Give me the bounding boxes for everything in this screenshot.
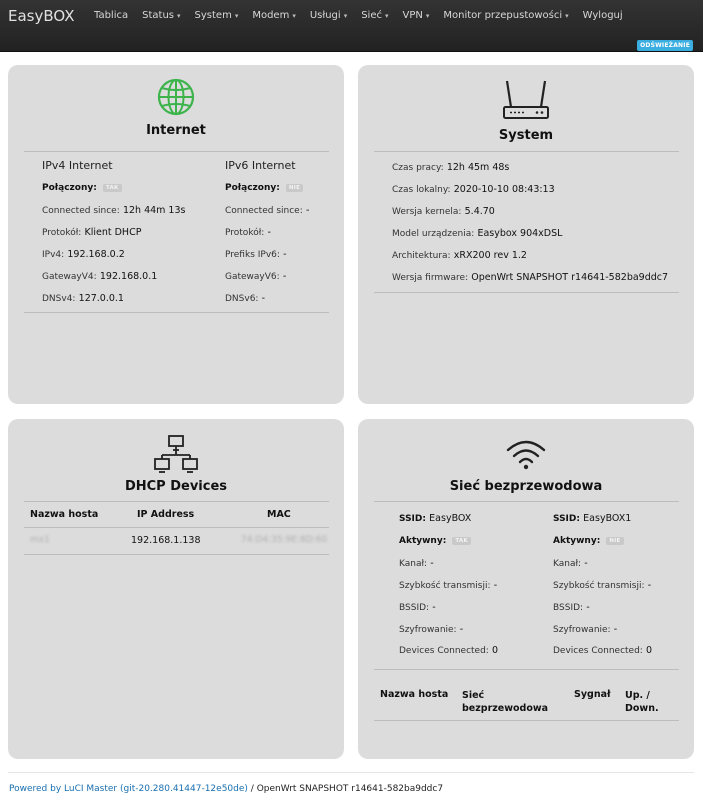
- divider: [24, 554, 329, 555]
- caret-down-icon: ▾: [292, 12, 296, 20]
- devices-row: [553, 645, 652, 656]
- wireless-panel: [358, 419, 694, 759]
- column-header-ip: IP Address: [137, 509, 195, 520]
- label: Połączony:: [42, 183, 97, 193]
- encryption-row: [399, 624, 463, 635]
- ipv6-prefix: [225, 249, 287, 260]
- label: Protokół:: [225, 228, 265, 238]
- label: BSSID:: [399, 603, 430, 613]
- model-row: [392, 228, 562, 239]
- column-header-up-down: Up. / Down.: [625, 690, 659, 714]
- value: xRX200 rev 1.2: [453, 250, 527, 261]
- ipv4-address: [42, 249, 125, 260]
- ipv4-protocol: [42, 227, 141, 238]
- ipv4-since: [42, 205, 185, 216]
- router-icon: [501, 79, 551, 126]
- value: 192.168.0.2: [67, 249, 125, 260]
- value: 127.0.0.1: [78, 293, 124, 304]
- label: Architektura:: [392, 251, 451, 261]
- brand-title[interactable]: EasyBOX: [8, 7, 75, 25]
- ipv6-protocol: [225, 227, 271, 238]
- label: Szyfrowanie:: [399, 625, 457, 635]
- refresh-toggle-button[interactable]: ODŚWIEŻANIE: [637, 40, 693, 51]
- value: -: [267, 227, 271, 238]
- value: -: [493, 580, 498, 591]
- footer: [9, 784, 443, 794]
- ipv6-dns: [225, 293, 265, 304]
- column-header-wireless-network: Sieć bezprzewodowa: [462, 690, 549, 714]
- divider: [374, 669, 679, 670]
- value: 5.4.70: [464, 206, 495, 217]
- label: GatewayV6:: [225, 272, 280, 282]
- ipv6-heading: IPv6 Internet: [225, 159, 296, 172]
- firmware-row: [392, 272, 668, 283]
- devices-row: [399, 645, 498, 656]
- label: GatewayV4:: [42, 272, 97, 282]
- value: 0: [492, 645, 499, 656]
- encryption-row: [553, 624, 617, 635]
- label: DNSv6:: [225, 294, 259, 304]
- value: -: [305, 205, 310, 216]
- label: Połączony:: [225, 183, 280, 193]
- mac-cell: 74:D4:35:9E:8D:60: [241, 535, 328, 545]
- ipv6-connected: [225, 182, 303, 193]
- ipv6-since: [225, 205, 309, 216]
- value: EasyBOX: [429, 513, 472, 524]
- bitrate-row: [399, 580, 497, 591]
- value: -: [613, 624, 618, 635]
- active-row: [399, 535, 471, 546]
- globe-icon: [156, 77, 196, 120]
- menu-label: VPN: [402, 10, 423, 21]
- ipv4-connected: [42, 182, 122, 193]
- ipv4-heading: IPv4 Internet: [42, 159, 113, 172]
- value: -: [459, 624, 464, 635]
- divider: [24, 151, 329, 152]
- ip-cell: 192.168.1.138: [131, 535, 201, 546]
- value: 12h 45m 48s: [446, 162, 510, 173]
- value: -: [432, 602, 436, 613]
- label: SSID:: [553, 514, 580, 524]
- column-header-hostname: Nazwa hosta: [380, 689, 449, 700]
- wifi-icon: [505, 437, 547, 474]
- label: Devices Connected:: [399, 646, 489, 656]
- label: Connected since:: [225, 206, 303, 216]
- status-badge: TAK: [103, 184, 122, 192]
- column-header-signal: Sygnał: [574, 689, 611, 700]
- status-badge: NIE: [606, 537, 623, 545]
- divider: [374, 292, 679, 293]
- menu-label: Usługi: [309, 10, 341, 21]
- menu-item-modem[interactable]: [252, 10, 296, 21]
- column-header-mac: MAC: [267, 509, 291, 520]
- label: Devices Connected:: [553, 646, 643, 656]
- menu-item-status[interactable]: [142, 10, 180, 21]
- value: -: [282, 271, 287, 282]
- caret-down-icon: ▾: [234, 12, 239, 20]
- menu-label: Wyloguj: [582, 10, 623, 21]
- divider: [24, 527, 329, 528]
- value: -: [586, 602, 590, 613]
- channel-row: [399, 558, 434, 569]
- label: Wersja firmware:: [392, 273, 469, 283]
- label: Wersja kernela:: [392, 207, 462, 217]
- hostname-cell: mx1: [30, 535, 50, 545]
- ipv4-dns: [42, 293, 124, 304]
- divider: [374, 501, 679, 502]
- table-row: [8, 534, 344, 550]
- internet-panel: [8, 65, 344, 404]
- value: -: [430, 558, 434, 569]
- value: -: [261, 293, 266, 304]
- dhcp-panel: [8, 419, 344, 759]
- menu-item-logout[interactable]: [583, 10, 623, 21]
- value: -: [283, 249, 287, 260]
- label: Czas pracy:: [392, 163, 444, 173]
- value: 2020-10-10 08:43:13: [453, 184, 555, 195]
- caret-down-icon: ▾: [384, 12, 389, 20]
- value: -: [647, 580, 652, 591]
- menu-label: Monitor przepustowości: [443, 10, 563, 21]
- ssid-row: [553, 513, 631, 524]
- label: Czas lokalny:: [392, 185, 451, 195]
- divider: [374, 151, 679, 152]
- ipv4-gateway: [42, 271, 157, 282]
- caret-down-icon: ▾: [425, 12, 430, 20]
- value: 12h 44m 13s: [122, 205, 186, 216]
- label: IPv4:: [42, 250, 65, 260]
- luci-version-link[interactable]: Powered by LuCI Master (git-20.280.41447-12e50de): [9, 784, 248, 794]
- top-navbar: [0, 0, 703, 52]
- panel-title: Internet: [146, 123, 206, 138]
- label: Protokół:: [42, 228, 82, 238]
- bssid-row: [399, 602, 436, 613]
- local-time-row: [392, 184, 555, 195]
- menu-label: Tablica: [94, 10, 129, 21]
- label: DNSv4:: [42, 294, 76, 304]
- system-panel: [358, 65, 694, 404]
- menu-label: Status: [142, 10, 174, 21]
- label: BSSID:: [553, 603, 584, 613]
- value: 0: [646, 645, 653, 656]
- menu-item-vpn[interactable]: [403, 10, 430, 21]
- label: Model urządzenia:: [392, 229, 475, 239]
- panel-title: Sieć bezprzewodowa: [449, 479, 603, 494]
- active-row: [553, 535, 624, 546]
- status-badge: NIE: [286, 184, 303, 192]
- ipv6-gateway: [225, 271, 286, 282]
- label: Prefiks IPv6:: [225, 250, 280, 260]
- uptime-row: [392, 162, 509, 173]
- channel-row: [553, 558, 588, 569]
- footer-separator: /: [247, 784, 257, 794]
- label: Szyfrowanie:: [553, 625, 611, 635]
- label: SSID:: [399, 514, 426, 524]
- menu-item-tablica[interactable]: [94, 10, 128, 21]
- value: 192.168.0.1: [99, 271, 158, 282]
- divider: [24, 312, 329, 313]
- firmware-version-text: OpenWrt SNAPSHOT r14641-582ba9ddc7: [256, 784, 444, 794]
- divider: [24, 501, 329, 502]
- footer-divider: [8, 772, 694, 773]
- menu-item-uslugi[interactable]: [310, 10, 347, 21]
- value: EasyBOX1: [583, 513, 632, 524]
- kernel-row: [392, 206, 495, 217]
- status-badge: TAK: [452, 537, 471, 545]
- label: Szybkość transmisji:: [399, 581, 491, 591]
- main-menu: [94, 10, 637, 21]
- menu-item-siec[interactable]: [361, 10, 388, 21]
- label: Szybkość transmisji:: [553, 581, 645, 591]
- menu-label: System: [194, 10, 232, 21]
- menu-label: Modem: [252, 10, 290, 21]
- value: -: [584, 558, 588, 569]
- network-icon: [154, 434, 198, 477]
- divider: [374, 720, 679, 721]
- menu-label: Sieć: [361, 10, 382, 21]
- menu-item-bandwidth-monitor[interactable]: [443, 10, 568, 21]
- caret-down-icon: ▾: [343, 12, 348, 20]
- caret-down-icon: ▾: [565, 12, 569, 20]
- column-header-hostname: Nazwa hosta: [30, 509, 99, 520]
- value: Easybox 904xDSL: [477, 228, 563, 239]
- caret-down-icon: ▾: [177, 12, 181, 20]
- ssid-row: [399, 513, 471, 524]
- panel-title: DHCP Devices: [124, 479, 228, 494]
- label: Aktywny:: [553, 536, 601, 546]
- bssid-row: [553, 602, 590, 613]
- architecture-row: [392, 250, 527, 261]
- value: OpenWrt SNAPSHOT r14641-582ba9ddc7: [471, 272, 669, 283]
- label: Kanał:: [399, 559, 428, 569]
- bitrate-row: [553, 580, 651, 591]
- label: Connected since:: [42, 206, 120, 216]
- panel-title: System: [498, 128, 554, 143]
- value: Klient DHCP: [84, 227, 142, 238]
- label: Aktywny:: [399, 536, 447, 546]
- label: Kanał:: [553, 559, 582, 569]
- menu-item-system[interactable]: [195, 10, 239, 21]
